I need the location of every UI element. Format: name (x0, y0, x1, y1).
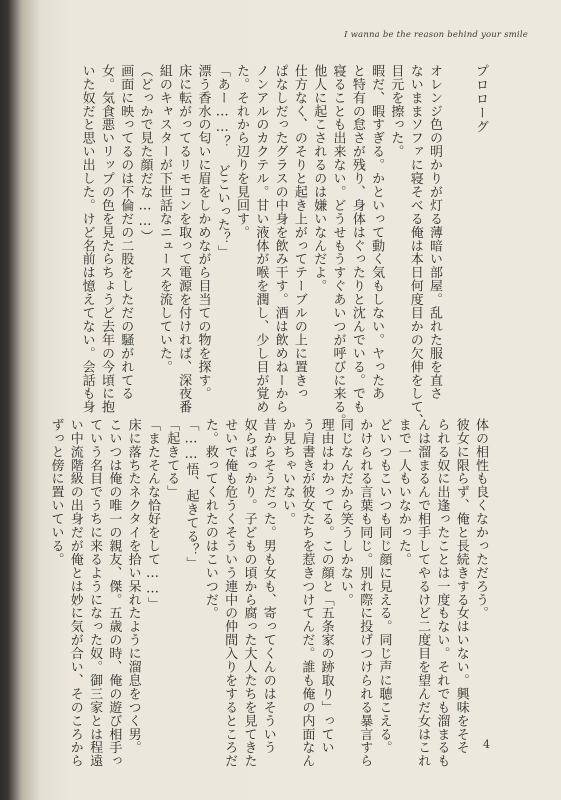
text-line: う肩書きが彼女たちを惹きつけてんだ。誰も俺の内面なん (299, 418, 315, 768)
text-line: い中流階級の出身だが俺とは妙に気が合い、そのころから (67, 418, 83, 768)
text-line: 画面に映ってるのは不倫だの二股をしただの騒がれてる (118, 64, 134, 401)
text-line: 奴らばっかり。子どもの頃から腐った大人たちを見てきた (241, 418, 257, 768)
text-line: 「あー……？ どこいった？」 (214, 64, 230, 259)
text-line: 組のキャスターが下世話なニュースを流していた。 (156, 64, 172, 374)
text-line: 「またそんな恰好をして……」 (144, 418, 160, 611)
text-line: かけられる言葉も同じ。別れ際に投げつけられる暴言すら (357, 418, 373, 768)
text-line: 床に転がってるリモコンを取って電源を付ければ、深夜番 (176, 64, 192, 414)
text-line: せいで俺も危うくそういう連中の仲間入りをするところだ (222, 418, 238, 768)
text-line: た。それから辺りを見回す。 (234, 64, 250, 239)
text-line: た。救ってくれたのはこいつだ。 (202, 418, 218, 620)
text-line: 理由はわかってる。この顔と「五条家の跡取り」ってい (318, 418, 334, 755)
lower-text-block (46, 418, 490, 768)
text-line: 他人に起こされるのは嫌いなんだよ。 (311, 64, 327, 293)
text-line: ぱなしだったグラスの中身を飲み干す。酒は飲めねーから (272, 64, 288, 414)
text-line: オレンジ色の明かりが灯る薄暗い部屋。乱れた服を直さ (427, 64, 442, 401)
text-line: いた奴だと思い出した。けど名前は憶えてない。会話も身 (79, 64, 95, 414)
text-line: ノンアルのカクテル。甘い液体が喉を潤し、少し目が覚め (253, 64, 269, 414)
text-line: 床に落ちたネクタイを拾い呆れたように溜息をつく男。 (125, 418, 141, 755)
page-number: 4 (483, 738, 490, 751)
text-line: ずっと傍に置いている。 (48, 418, 64, 566)
text-line: 昔からそうだった。男も女も、寄ってくんのはそういう (260, 418, 276, 755)
text-line: まで一人もいなかった。 (395, 418, 411, 566)
text-line: 同じなんだから笑うしかない。 (337, 418, 353, 607)
text-line: （どっかで見た顔だな……） (137, 64, 153, 243)
text-line: んは溜まるんで相手してやるけど二度目を望んだ女はこれ (415, 418, 431, 768)
text-line: 「……悟、起きてる？」 (183, 418, 199, 570)
upper-text-block (77, 64, 444, 428)
text-line: 暇だ、暇すぎる。かといって動く気もしない。ヤったあ (369, 64, 385, 401)
text-line: どいつもこいつも同じ顔に見える。同じ声に聴こえる。 (376, 418, 392, 755)
running-header: I wanna be the reason behind your smile (344, 30, 528, 40)
text-line: ていう名目でうちに来るようになった奴。御三家とは程遠 (87, 418, 103, 768)
text-line: 漂う香水の匂いに眉をしかめながら目当ての物を探す。 (195, 64, 211, 401)
text-line: か見ちゃいない。 (280, 418, 296, 526)
text-line: ないままソファに寝そべる俺は本日何度目かの欠伸をして、 (407, 64, 423, 428)
text-line: られる奴に出逢ったことは一度もない。それでも溜まるも (434, 418, 450, 768)
text-line: 目元を擦った。 (388, 64, 404, 159)
text-line: 「起きてる」 (164, 418, 180, 499)
text-line: 寝ることも出来ない。どうせもうすぐあいつが呼びに来る。 (330, 64, 346, 428)
text-line: 女。気食悪いリップの色を見たらちょうど去年の今頃に抱 (98, 64, 114, 414)
text-line: 体の相性も良くなかっただろう。 (473, 418, 488, 620)
text-line: 仕方なく、のそりと起き上がってテーブルの上に置きっ (291, 64, 307, 401)
text-line: 彼女に限らず、俺と長続きする女はいない。興味をそそ (453, 418, 469, 755)
text-line: と特有の怠さが残り、身体はぐったりと沈んでいる。でも (349, 64, 365, 414)
text-line: こいつは俺の唯一の親友、傑。五歳の時、俺の遊び相手っ (106, 418, 122, 768)
chapter-title: プロローグ (473, 64, 488, 134)
